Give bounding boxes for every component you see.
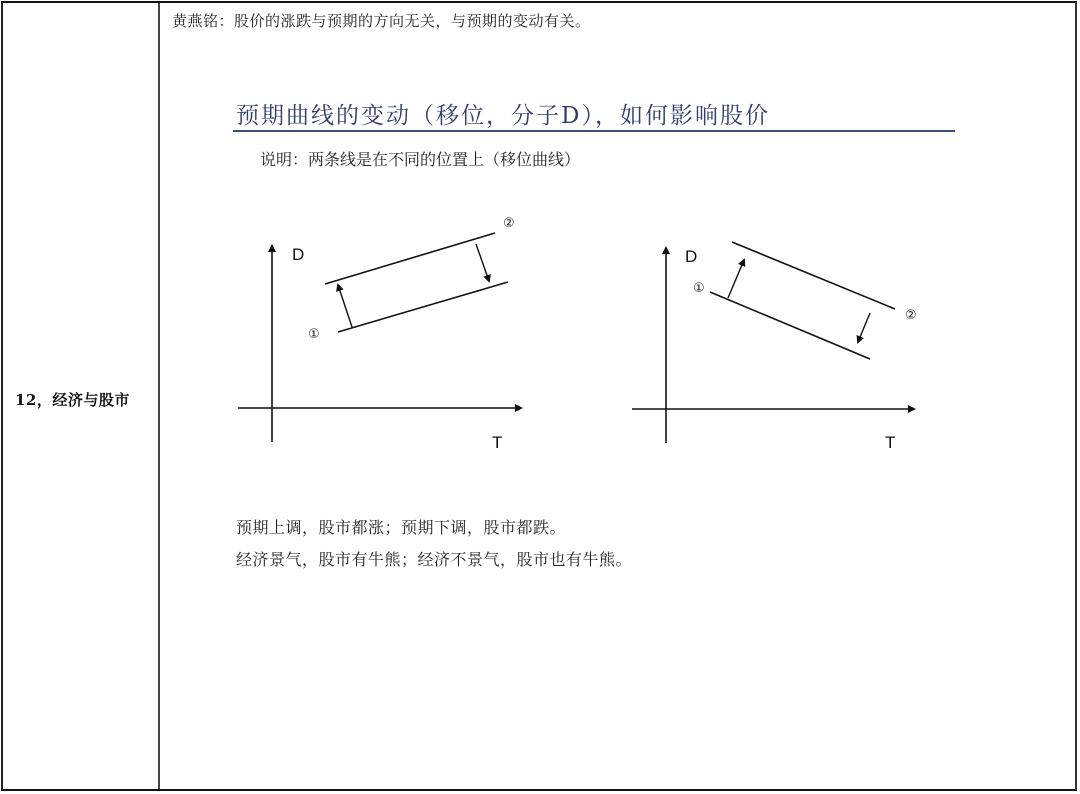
quote-line: 黄燕铭：股价的涨跌与预期的方向无关，与预期的变动有关。 xyxy=(172,12,591,30)
slide-subtitle: 说明：两条线是在不同的位置上（移位曲线） xyxy=(260,150,581,169)
x-axis-label: T xyxy=(492,433,503,452)
slide-title: 预期曲线的变动（移位，分子D），如何影响股价 xyxy=(236,103,770,129)
marker-1: ① xyxy=(308,327,320,342)
row-label: 12，经济与股市 xyxy=(15,391,130,409)
marker-2: ② xyxy=(503,216,515,231)
marker-2: ② xyxy=(905,308,917,323)
conclusion-line-2: 经济景气，股市有牛熊；经济不景气，股市也有牛熊。 xyxy=(236,550,633,569)
y-axis-label: D xyxy=(292,245,305,264)
y-axis-label: D xyxy=(685,247,698,266)
marker-1: ① xyxy=(693,281,705,296)
conclusion-line-1: 预期上调，股市都涨；预期下调，股市都跌。 xyxy=(236,518,567,537)
title-underline xyxy=(233,130,955,132)
x-axis-label: T xyxy=(885,433,896,452)
row-header-cell xyxy=(3,3,160,789)
